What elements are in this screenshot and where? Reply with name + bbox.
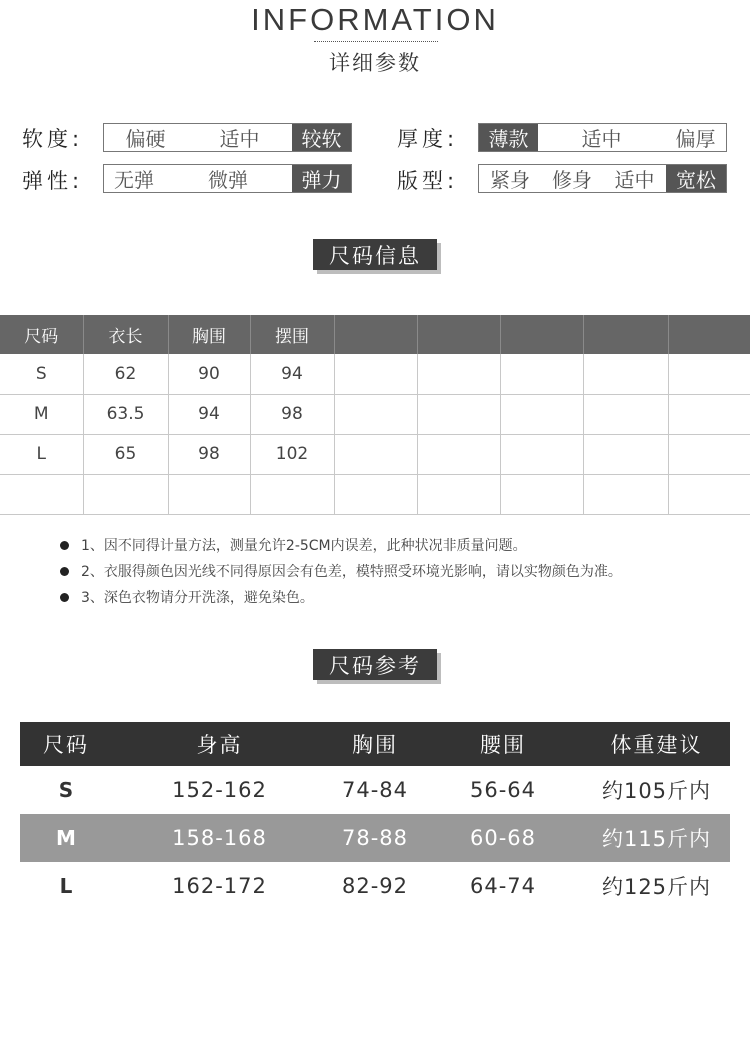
cell-empty: [668, 474, 750, 514]
cell-empty: [500, 354, 583, 394]
cell-chest: 98: [168, 434, 250, 474]
cell-empty: [500, 474, 583, 514]
thickness-label: 厚度:: [397, 127, 459, 151]
size-info-table: [0, 315, 750, 515]
cell-hem: 94: [250, 354, 334, 394]
cell-empty: [83, 474, 168, 514]
page-title-en: INFORMATION: [251, 2, 499, 37]
table-row: [0, 434, 750, 474]
note-text: 1、因不同得计量方法，测量允许2-5CM内误差，此种状况非质量问题。: [81, 538, 527, 554]
size-reference-title: 尺码参考: [313, 649, 437, 680]
softness-option-medium: 适中: [219, 127, 260, 151]
note-item: [60, 587, 314, 607]
elasticity-option-none: 无弹: [114, 168, 154, 192]
cell-empty: [668, 434, 750, 474]
cell-empty: [668, 394, 750, 434]
header-size: 尺码: [20, 722, 112, 766]
header-empty: [583, 315, 668, 354]
cell-empty: [500, 434, 583, 474]
cell-empty: [500, 394, 583, 434]
size-info-header-row: [0, 315, 750, 354]
cell-height: 162-172: [172, 874, 267, 898]
cell-empty: [417, 394, 500, 434]
cell-size: M: [0, 394, 83, 434]
cell-height: 158-168: [112, 814, 327, 862]
cell-weight: 约115斤内: [583, 814, 730, 862]
note-item: [60, 561, 622, 581]
size-reference-table: [20, 722, 730, 910]
softness-option-soft: 较软: [292, 124, 351, 151]
note-item: [60, 535, 527, 555]
elasticity-option-slight: 微弹: [208, 168, 248, 192]
elasticity-option-stretch: 弹力: [292, 165, 351, 192]
header-empty: [334, 315, 417, 354]
cell-chest: 90: [168, 354, 250, 394]
thickness-option-thin: 薄款: [479, 124, 538, 151]
fit-scale: [478, 164, 727, 193]
fit-label: 版型:: [397, 169, 459, 193]
softness-label: 软度:: [22, 127, 84, 151]
softness-scale: [103, 123, 352, 152]
cell-length: 63.5: [83, 394, 168, 434]
cell-empty: [168, 474, 250, 514]
cell-empty: [583, 394, 668, 434]
note-text: 3、深色衣物请分开洗涤，避免染色。: [81, 590, 314, 606]
bullet-icon: [60, 593, 69, 602]
bullet-icon: [60, 567, 69, 576]
cell-empty: [417, 354, 500, 394]
cell-empty: [334, 474, 417, 514]
cell-size: S: [58, 778, 74, 802]
header-waist: 腰围: [423, 722, 583, 766]
cell-empty: [0, 474, 83, 514]
header-weight: 体重建议: [583, 722, 730, 766]
fit-option-loose: 宽松: [666, 165, 726, 192]
elasticity-scale: [103, 164, 352, 193]
cell-chest: 82-92: [341, 874, 409, 898]
cell-size: S: [0, 354, 83, 394]
header-length: 衣长: [83, 315, 168, 354]
cell-size: L: [0, 434, 83, 474]
cell-empty: [583, 354, 668, 394]
cell-waist: 64-74: [469, 874, 537, 898]
cell-empty: [250, 474, 334, 514]
header-hem: 摆围: [250, 315, 334, 354]
table-row: [20, 862, 730, 910]
cell-empty: [334, 394, 417, 434]
title-divider: [314, 41, 438, 42]
header-chest: 胸围: [327, 722, 423, 766]
fit-option-regular: 适中: [614, 168, 655, 192]
cell-empty: [583, 474, 668, 514]
cell-empty: [334, 434, 417, 474]
table-row: [20, 766, 730, 814]
elasticity-label: 弹性:: [22, 169, 84, 193]
header-empty: [500, 315, 583, 354]
table-row: [20, 814, 730, 862]
page-title-cn: 详细参数: [329, 51, 421, 75]
header-size: 尺码: [0, 315, 83, 354]
header-chest: 胸围: [168, 315, 250, 354]
header-empty: [668, 315, 750, 354]
cell-waist: 60-68: [423, 814, 583, 862]
cell-chest: 74-84: [341, 778, 409, 802]
thickness-option-medium: 适中: [581, 127, 622, 151]
table-row: [0, 474, 750, 514]
softness-option-hard: 偏硬: [125, 127, 166, 151]
size-reference-header-row: [20, 722, 730, 766]
cell-length: 62: [83, 354, 168, 394]
cell-hem: 98: [250, 394, 334, 434]
cell-weight: 约125斤内: [601, 875, 712, 899]
header-empty: [417, 315, 500, 354]
header-height: 身高: [112, 722, 327, 766]
fit-option-slim: 修身: [552, 168, 592, 192]
cell-size: M: [20, 814, 112, 862]
thickness-scale: [478, 123, 727, 152]
cell-empty: [583, 434, 668, 474]
bullet-icon: [60, 541, 69, 550]
cell-hem: 102: [250, 434, 334, 474]
cell-empty: [417, 434, 500, 474]
note-text: 2、衣服得颜色因光线不同得原因会有色差，模特照受环境光影响，请以实物颜色为准。: [81, 564, 622, 580]
cell-weight: 约105斤内: [601, 779, 712, 803]
cell-size: L: [59, 874, 73, 898]
table-row: [0, 394, 750, 434]
thickness-option-thick: 偏厚: [675, 127, 716, 151]
cell-empty: [668, 354, 750, 394]
cell-chest: 94: [168, 394, 250, 434]
cell-waist: 56-64: [469, 778, 537, 802]
cell-length: 65: [83, 434, 168, 474]
cell-empty: [417, 474, 500, 514]
cell-chest: 78-88: [327, 814, 423, 862]
cell-empty: [334, 354, 417, 394]
cell-height: 152-162: [172, 778, 267, 802]
table-row: [0, 354, 750, 394]
fit-option-tight: 紧身: [490, 168, 530, 192]
size-info-title: 尺码信息: [313, 239, 437, 270]
